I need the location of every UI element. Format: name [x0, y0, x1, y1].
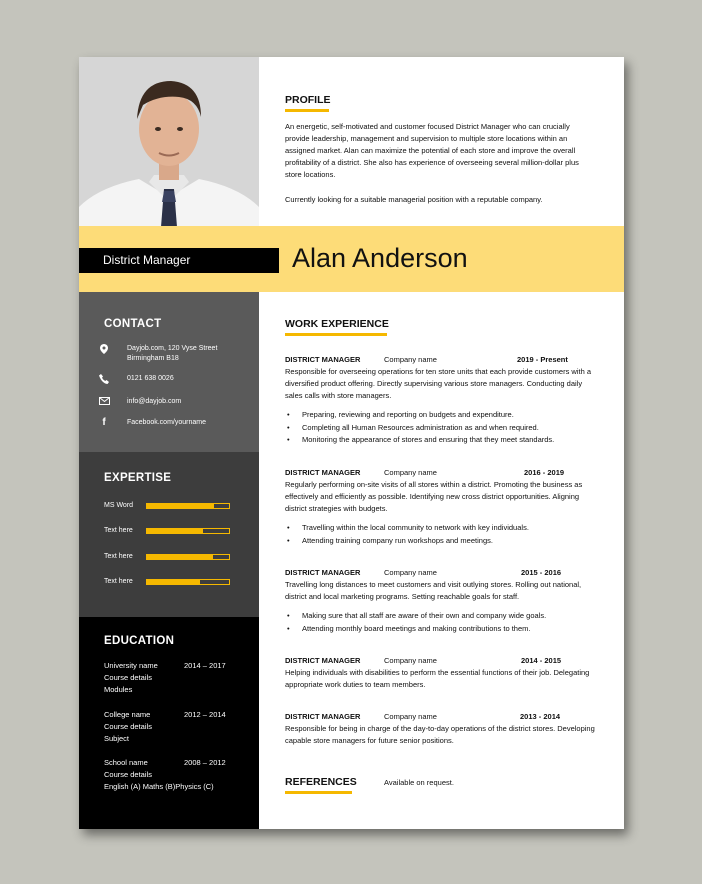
job-bullet: • Monitoring the appearance of stores and ensuring that they meet standards.	[285, 434, 554, 447]
job-description: Responsible for being in charge of the day-to-day operations of the district stores. Developing capable store managers for future senior positions.	[285, 724, 595, 745]
job-title: DISTRICT MANAGER	[285, 468, 361, 477]
skill-level-fill	[147, 580, 200, 584]
contact-section	[79, 292, 259, 452]
address-line-1: Dayjob.com, 120 Vyse Street	[127, 345, 218, 352]
education-title: EDUCATION	[104, 635, 175, 647]
job-bullet-list	[285, 610, 546, 635]
cv-page	[79, 57, 624, 829]
job-years: 2013 - 2014	[520, 712, 561, 721]
education-item	[104, 660, 244, 696]
job-years: 2014 - 2015	[521, 656, 562, 665]
job-description: Travelling long distances to meet customers and visit outlying stores. Rolling out national, district and local marketing programs. Setting reachable goals for staff.	[285, 580, 582, 601]
expertise-section	[79, 452, 259, 617]
job-years: 2019 - Present	[517, 355, 568, 364]
education-detail: Course details	[104, 770, 152, 779]
work-experience-title	[285, 318, 389, 330]
expertise-title: EXPERTISE	[104, 472, 172, 484]
address-line-2: Birmingham B18	[127, 355, 179, 362]
education-item	[104, 709, 244, 745]
skill-level-bar	[146, 554, 230, 560]
contact-title: CONTACT	[104, 318, 162, 330]
candidate-name: Alan Anderson	[292, 243, 468, 273]
job-bullet: • Travelling within the local community to network with key individuals.	[285, 522, 529, 535]
profile-seeking: Currently looking for a suitable managerial position with a reputable company.	[285, 195, 543, 204]
education-years: 2014 – 2017	[184, 661, 226, 670]
person-portrait-image	[79, 57, 259, 227]
skill-label: MS Word	[104, 502, 134, 509]
company-name: Company name	[384, 568, 437, 577]
job-title: DISTRICT MANAGER	[285, 656, 361, 665]
job-years: 2016 - 2019	[524, 468, 565, 477]
job-bullet: • Attending training company run workshops and meetings.	[285, 535, 529, 548]
profile-title	[285, 94, 331, 106]
heading-underline	[285, 333, 387, 336]
job-role-label: District Manager	[79, 248, 279, 273]
skill-label: Text here	[104, 578, 133, 585]
email-address[interactable]: info@dayjob.com	[127, 398, 182, 405]
school-name: School name	[104, 758, 148, 767]
job-bullet: • Preparing, reviewing and reporting on budgets and expenditure.	[285, 409, 554, 422]
education-detail: English (A) Maths (B)Physics (C)	[104, 782, 214, 791]
job-bullet: • Making sure that all staff are aware of their own and company wide goals.	[285, 610, 546, 623]
skill-level-bar	[146, 503, 230, 509]
job-title: DISTRICT MANAGER	[285, 355, 361, 364]
profile-title-text: PROFILE	[285, 94, 331, 106]
envelope-icon	[97, 397, 111, 408]
education-item	[104, 757, 244, 793]
company-name: Company name	[384, 355, 437, 364]
company-name: Company name	[384, 656, 437, 665]
skill-label: Text here	[104, 553, 133, 560]
education-section	[79, 617, 259, 829]
job-description: Regularly performing on-site visits of all stores within a district. Promoting the business as effectively and efficiently as possible. Identifying new cross district opportunities. Aligning district strategies with budgets.	[285, 480, 583, 513]
facebook-icon: f	[102, 417, 106, 428]
skill-level-fill	[147, 529, 203, 533]
education-detail: Modules	[104, 685, 133, 694]
job-bullet: • Completing all Human Resources administration as and when required.	[285, 422, 554, 435]
profile-text: An energetic, self-motivated and customer focused District Manager who can crucially provide leadership, management and supervision to multiple store locations within an assigned market. Alan can maximize the potential of each store and improve the overall profitability of a district. She also has experience of overseeing several million-dollar plus store locations.	[285, 122, 579, 179]
skill-level-fill	[147, 504, 214, 508]
heading-underline	[285, 791, 352, 794]
job-years: 2015 - 2016	[521, 568, 562, 577]
job-description: Helping individuals with disabilities to perform the essential functions of their job. Delegating appropriate work duties to team members.	[285, 668, 590, 689]
job-bullet: • Attending monthly board meetings and making contributions to them.	[285, 623, 546, 636]
heading-underline	[285, 109, 329, 112]
company-name: Company name	[384, 468, 437, 477]
education-years: 2008 – 2012	[184, 758, 226, 767]
school-name: College name	[104, 710, 151, 719]
job-title: DISTRICT MANAGER	[285, 712, 361, 721]
phone-icon	[97, 374, 111, 387]
skill-level-bar	[146, 528, 230, 534]
references-title	[285, 776, 357, 788]
work-experience-title-text: WORK EXPERIENCE	[285, 318, 389, 330]
job-bullet-list	[285, 409, 554, 447]
location-pin-icon	[97, 344, 111, 357]
references-text: Available on request.	[384, 778, 454, 787]
school-name: University name	[104, 661, 158, 670]
education-detail: Course details	[104, 722, 152, 731]
education-detail: Course details	[104, 673, 152, 682]
company-name: Company name	[384, 712, 437, 721]
education-years: 2012 – 2014	[184, 710, 226, 719]
skill-level-bar	[146, 579, 230, 585]
skill-label: Text here	[104, 527, 133, 534]
education-detail: Subject	[104, 734, 130, 743]
phone-number: 0121 638 0026	[127, 375, 174, 382]
skill-level-fill	[147, 555, 213, 559]
job-bullet-list	[285, 522, 529, 547]
job-title: DISTRICT MANAGER	[285, 568, 361, 577]
profile-photo	[79, 57, 259, 227]
facebook-link[interactable]: Facebook.com/yourname	[127, 419, 206, 426]
job-description: Responsible for overseeing operations for ten store units that each provide customers with a diversified product offering. Directly supervising various store managers. Conducting daily sales calls with store managers.	[285, 367, 591, 400]
references-title-text: REFERENCES	[285, 776, 357, 788]
